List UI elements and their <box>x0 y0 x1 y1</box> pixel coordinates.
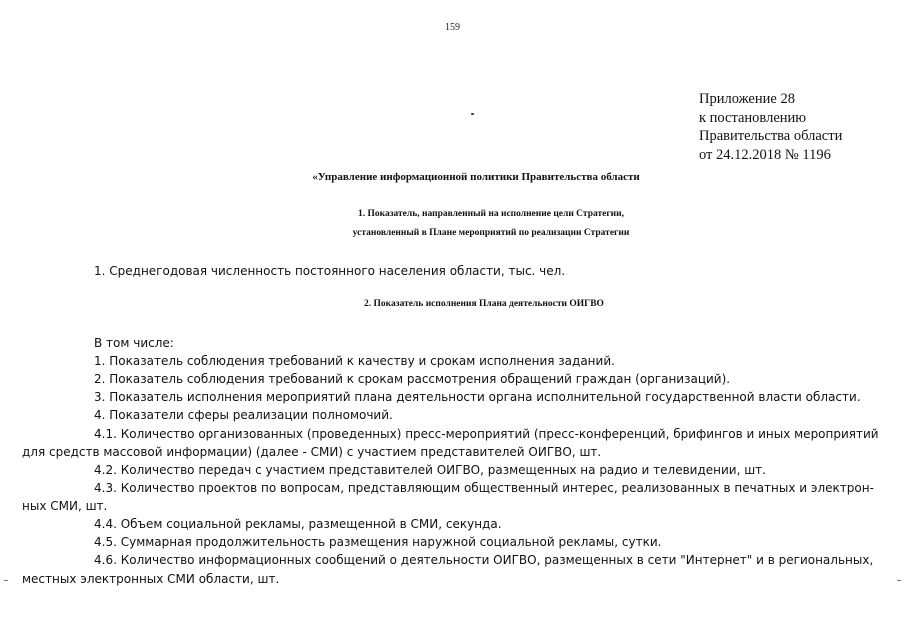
appendix-block <box>699 90 842 164</box>
appendix-number: Приложение 28 <box>699 91 795 107</box>
section2-item-4: 4. Показатели сферы реализации полномочий. <box>94 408 393 422</box>
item-4-6-line2: местных электронных СМИ области, шт. <box>22 572 280 586</box>
section2-item-2: 2. Показатель соблюдения требований к срокам рассмотрения обращений граждан (организаций). <box>94 372 731 386</box>
section2-intro: В том числе: <box>94 336 174 350</box>
document-title: «Управление информационной политики Правительства области <box>312 171 640 183</box>
item-4-5: 4.5. Суммарная продолжительность размещения наружной социальной рекламы, сутки. <box>94 535 662 549</box>
appendix-date-number: от 24.12.2018 № 1196 <box>699 146 831 163</box>
scan-edge-mark-left <box>4 580 8 581</box>
scan-edge-mark-right <box>897 580 901 581</box>
section2-item-1: 1. Показатель соблюдения требований к качеству и срокам исполнения заданий. <box>94 354 615 368</box>
section2-item-3: 3. Показатель исполнения мероприятий плана деятельности органа исполнительной государственной власти области. <box>94 390 861 404</box>
appendix-resolution-ref: к постановлению <box>699 109 807 126</box>
item-4-3-line1: 4.3. Количество проектов по вопросам, представляющим общественный интерес, реализованных в печатных и электрон- <box>94 481 874 495</box>
section1-heading-line2: установленный в Плане мероприятий по реализации Стратегии <box>352 228 630 238</box>
item-4-2: 4.2. Количество передач с участием представителей ОИГВО, размещенных на радио и телевидении, шт. <box>94 463 766 477</box>
section1-heading-line1: 1. Показатель, направленный на исполнение цели Стратегии, <box>357 209 625 219</box>
scan-mark <box>471 113 474 115</box>
section2-heading: 2. Показатель исполнения Плана деятельности ОИГВО <box>364 299 604 309</box>
appendix-issuer: Правительства области <box>699 128 843 144</box>
page-number: 159 <box>445 22 460 33</box>
item-4-3-line2: ных СМИ, шт. <box>22 499 108 513</box>
item-4-1-line2: для средств массовой информации) (далее - СМИ) с участием представителей ОИГВО, шт. <box>22 445 602 459</box>
item-4-4: 4.4. Объем социальной рекламы, размещенной в СМИ, секунда. <box>94 517 502 531</box>
item-4-1-line1: 4.1. Количество организованных (проведенных) пресс-мероприятий (пресс-конференций, брифингов и иных мероприятий <box>94 427 879 441</box>
item-4-6-line1: 4.6. Количество информационных сообщений о деятельности ОИГВО, размещенных в сети "Интернет" и в региональных, <box>94 553 874 567</box>
section1-item-1: 1. Среднегодовая численность постоянного населения области, тыс. чел. <box>94 264 566 278</box>
